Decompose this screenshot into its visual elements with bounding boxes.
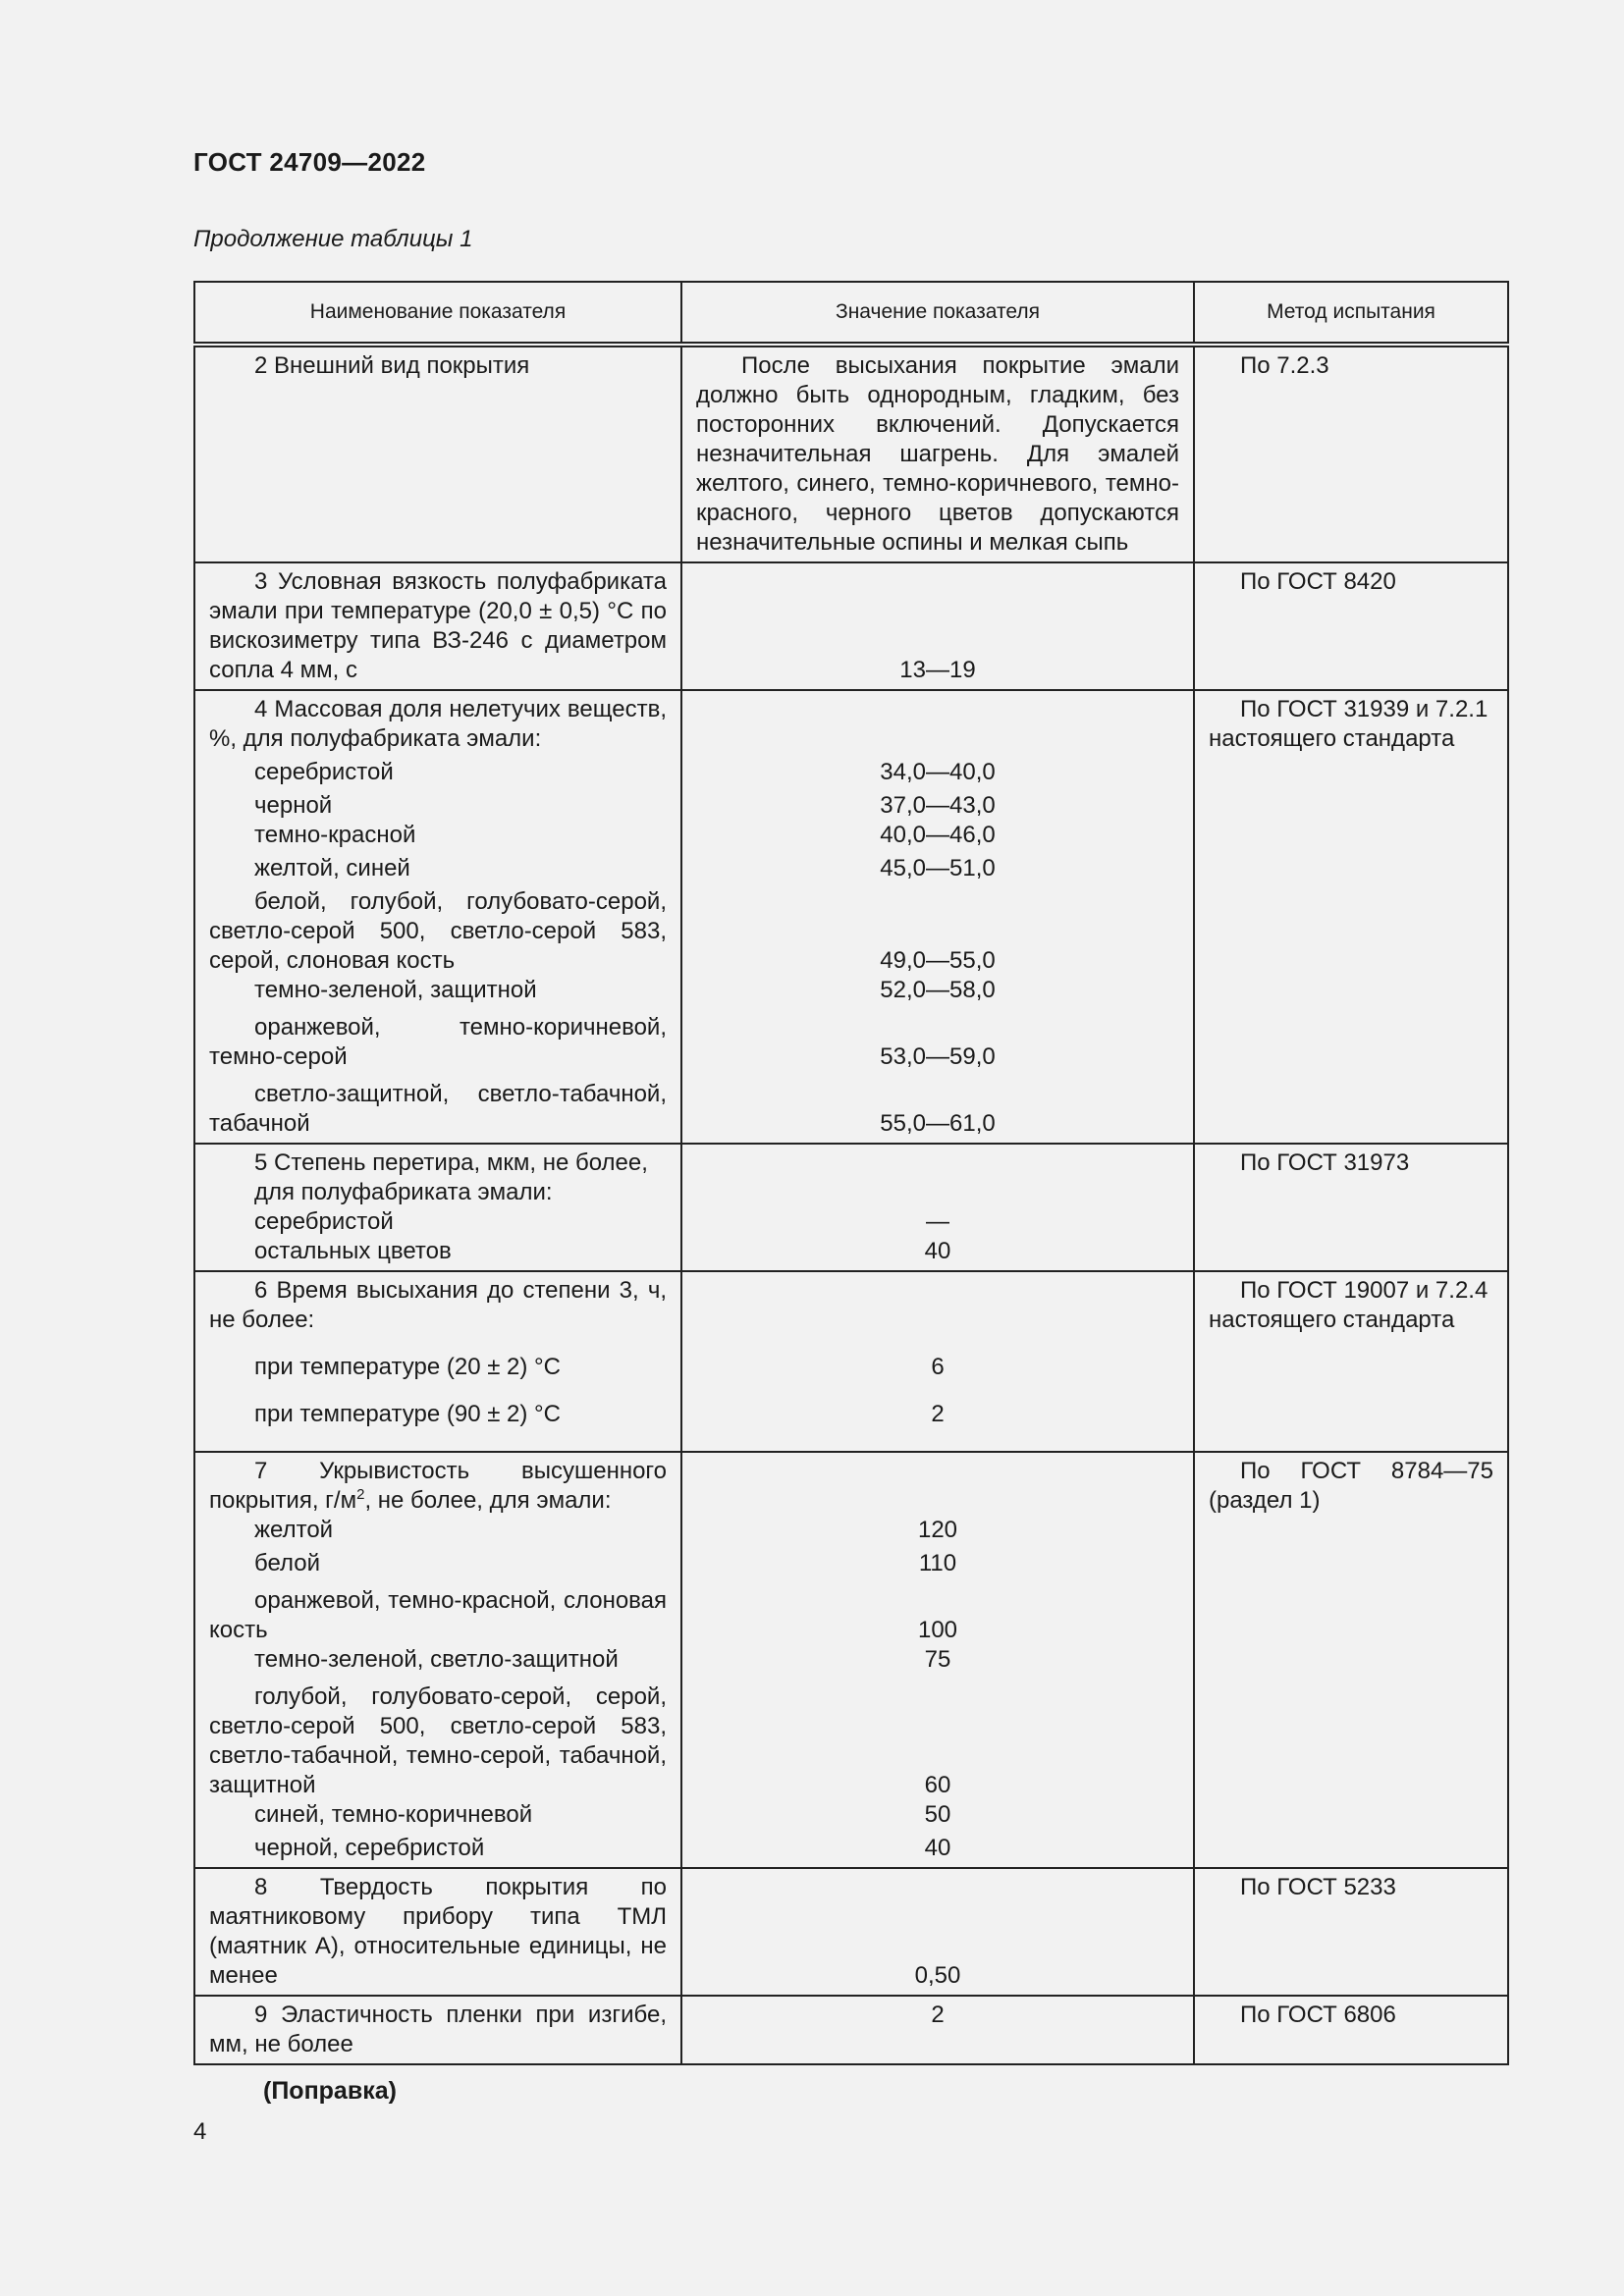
row7-item-value: 50 [924, 1801, 951, 1828]
row4-method-line2: настоящего стандарта [1209, 725, 1455, 752]
row7-item-value: 40 [924, 1835, 951, 1861]
row5-name: 5 Степень перетира, мкм, не более, для полуфабриката эмали: [254, 1149, 648, 1205]
row4-item-label: темно-зеленой, защитной [254, 977, 537, 1003]
row7-item-label: темно-зеленой, светло-защитной [254, 1646, 619, 1673]
row4-item-label: светло-защитной, светло-табачной, табачной [209, 1081, 667, 1137]
table-caption: Продолжение таблицы 1 [193, 226, 473, 252]
row4-item-label: белой, голубой, голубовато-серой, светло-серой 500, светло-серой 583, серой, слоновая кость [209, 888, 667, 974]
row4-item-label: желтой, синей [254, 855, 410, 881]
row4-item-label: темно-красной [254, 822, 416, 848]
row4-item-value: 34,0—40,0 [880, 759, 996, 785]
row3-value: 13—19 [899, 657, 976, 683]
row4-item-value: 45,0—51,0 [880, 855, 996, 881]
row8-name: 8 Твердость покрытия по маятниковому прибору типа ТМЛ (маятник А), относительные единицы, не менее [209, 1874, 667, 1989]
row7-item-label: белой [254, 1550, 321, 1576]
row6-item-value: 2 [931, 1401, 945, 1427]
row7-item-label: синей, темно-коричневой [254, 1801, 533, 1828]
correction-note: (Поправка) [263, 2077, 397, 2105]
row4-item-value: 37,0—43,0 [880, 792, 996, 819]
row7-item-value: 120 [917, 1517, 958, 1543]
row4-name: 4 Массовая доля нелетучих веществ, %, для полуфабриката эмали: [209, 696, 667, 752]
table-row [194, 1144, 1508, 1271]
row6-method-line1: По ГОСТ 19007 и 7.2.4 [1240, 1277, 1489, 1304]
row5-item-label: серебристой [254, 1208, 394, 1235]
row8-method: По ГОСТ 5233 [1240, 1874, 1396, 1900]
row5-item-value: — [926, 1208, 949, 1235]
row4-item-label: оранжевой, темно-коричневой, темно-серой [209, 1014, 667, 1070]
row5-method: По ГОСТ 31973 [1240, 1149, 1410, 1176]
row5-item-value: 40 [924, 1238, 951, 1264]
table-row [194, 1868, 1508, 1996]
indicators-table [193, 281, 1509, 2065]
row4-method-line1: По ГОСТ 31939 и 7.2.1 [1240, 696, 1489, 722]
table-row [194, 1452, 1508, 1868]
row9-method: По ГОСТ 6806 [1240, 2002, 1396, 2028]
row9-name: 9 Эластичность пленки при изгибе, мм, не более [209, 2002, 667, 2057]
row4-item-value: 52,0—58,0 [880, 977, 996, 1003]
row9-value: 2 [931, 2002, 945, 2028]
row6-item-value: 6 [931, 1354, 945, 1380]
row6-item-label: при температуре (90 ± 2) °С [254, 1401, 561, 1427]
row3-name: 3 Условная вязкость полуфабриката эмали при температуре (20,0 ± 0,5) °С по вискозиметру типа ВЗ-246 с диаметром сопла 4 мм, с [209, 568, 667, 683]
table-header-row [194, 282, 1508, 345]
row7-item-value: 60 [924, 1772, 951, 1798]
table-row [194, 1271, 1508, 1452]
row4-item-value: 53,0—59,0 [880, 1043, 996, 1070]
header-indicator-name: Наименование показателя [194, 282, 681, 345]
table-row [194, 562, 1508, 690]
row6-method-line2: настоящего стандарта [1209, 1307, 1455, 1333]
row7-item-value: 75 [924, 1646, 951, 1673]
page-number: 4 [193, 2118, 207, 2145]
row7-item-label: черной, серебристой [254, 1835, 485, 1861]
row7-item-value: 100 [917, 1617, 958, 1643]
row4-item-value: 49,0—55,0 [880, 947, 996, 974]
row4-item-value: 55,0—61,0 [880, 1110, 996, 1137]
row7-method-line2: (раздел 1) [1209, 1487, 1321, 1514]
row4-item-label: серебристой [254, 759, 394, 785]
row8-value: 0,50 [914, 1962, 961, 1989]
row7-name: 7 Укрывистость высушенного покрытия, $г/м^2$, не более, для эмали: [209, 1458, 667, 1514]
table-row [194, 345, 1508, 562]
row7-item-label: желтой [254, 1517, 334, 1543]
row3-method: По ГОСТ 8420 [1240, 568, 1396, 595]
row5-item-label: остальных цветов [254, 1238, 452, 1264]
document-header: ГОСТ 24709—2022 [193, 147, 426, 177]
row2-method: По 7.2.3 [1240, 352, 1329, 379]
row4-item-value: 40,0—46,0 [880, 822, 996, 848]
row7-item-label: оранжевой, темно-красной, слоновая кость [209, 1587, 667, 1643]
row2-value: После высыхания покрытие эмали должно быть однородным, гладким, без посторонних включений. Допускается незначительная шагрень. Для эмалей желтого, синего, темно-коричневого, темно-красного, черного цветов допускаются незначительные оспины и мелкая сыпь [696, 352, 1179, 556]
row6-item-label: при температуре (20 ± 2) °С [254, 1354, 561, 1380]
header-indicator-value: Значение показателя [681, 282, 1194, 345]
row2-name: 2 Внешний вид покрытия [254, 352, 530, 379]
header-test-method: Метод испытания [1194, 282, 1508, 345]
row6-name: 6 Время высыхания до степени 3, ч, не более: [209, 1277, 667, 1333]
row7-item-label: голубой, голубовато-серой, серой, светло-серой 500, светло-серой 583, светло-табачной, темно-серой, табачной, защитной [209, 1683, 667, 1798]
row4-item-label: черной [254, 792, 333, 819]
row7-method-line1: По ГОСТ 8784—75 [1240, 1458, 1493, 1484]
table-row [194, 690, 1508, 1144]
row7-item-value: 110 [918, 1550, 957, 1576]
table-row [194, 1996, 1508, 2064]
